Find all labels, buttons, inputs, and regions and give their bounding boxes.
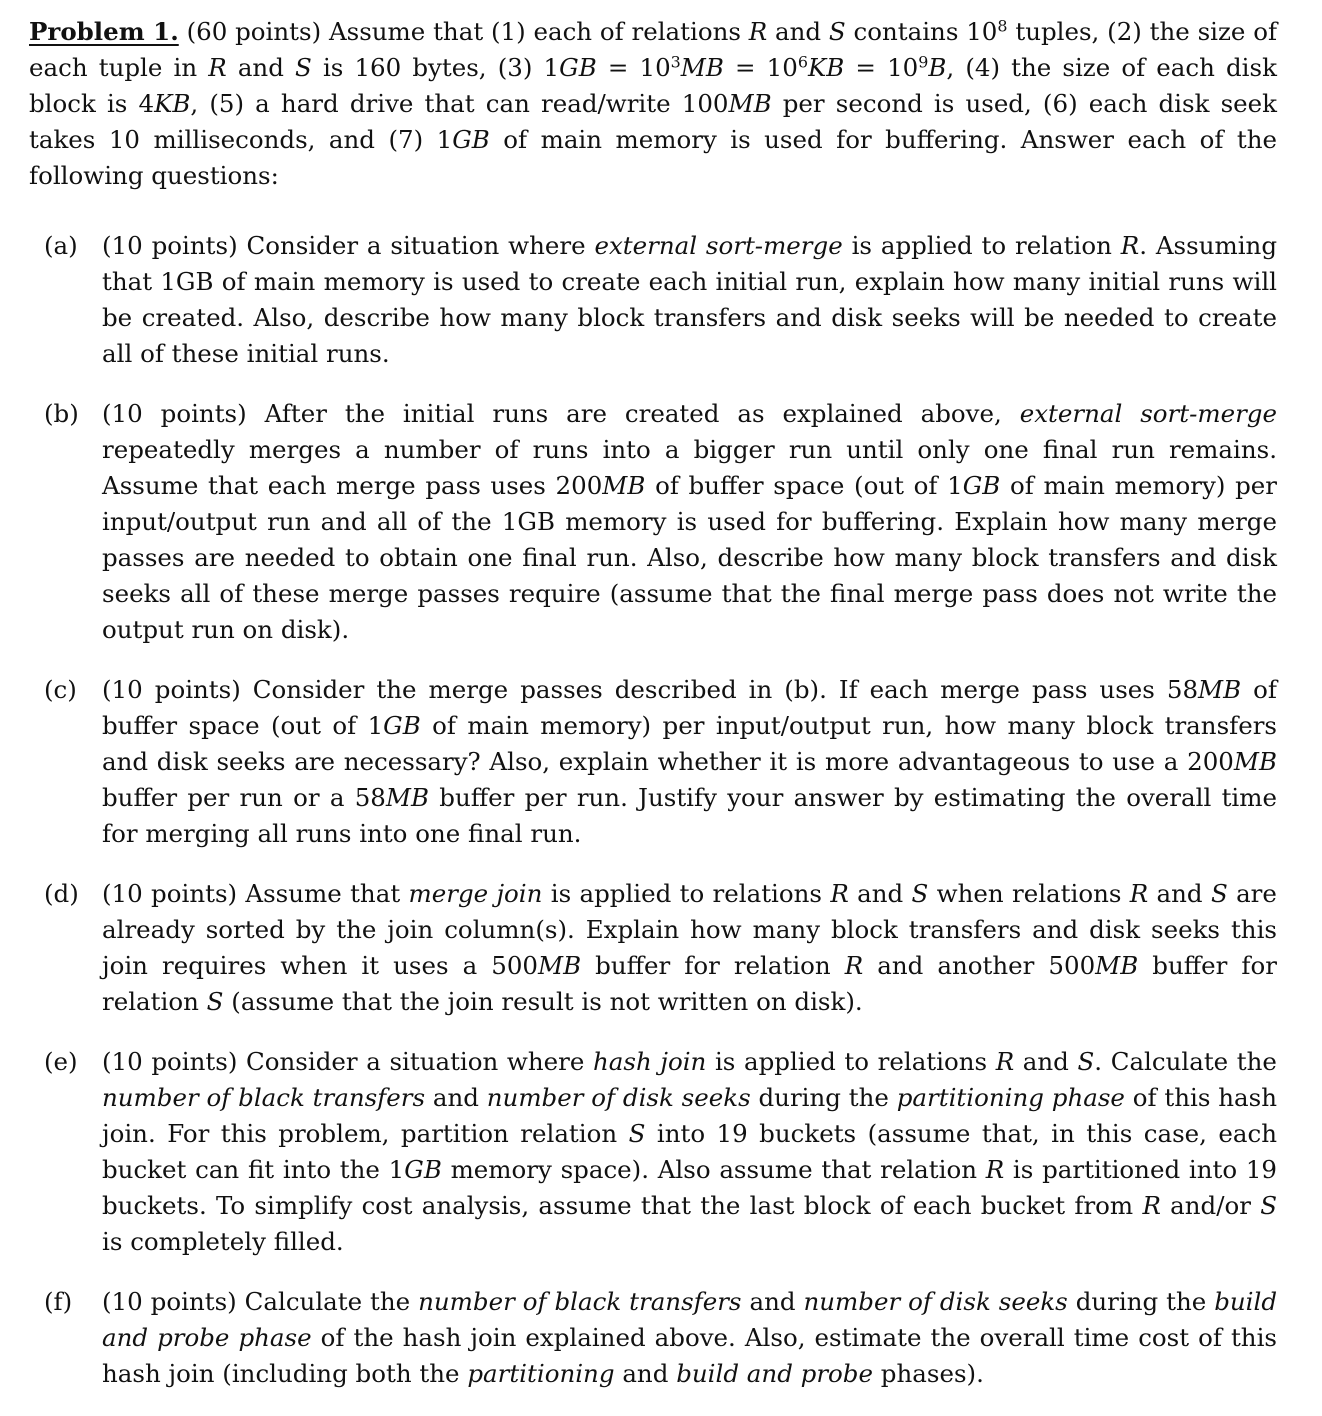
question-text: and [857, 879, 904, 908]
question-text: buffer per run or a 58 [102, 783, 386, 812]
math-var: S [1077, 1047, 1095, 1076]
question-label: (d) [44, 879, 79, 908]
question-text: (10 points) Consider a situation where [102, 231, 586, 260]
math-equals: = [607, 53, 629, 82]
question-text: is applied to relations [550, 879, 822, 908]
math-unit: MB [1095, 951, 1139, 980]
math-unit: MB [385, 783, 429, 812]
question-emphasis: external sort-merge [1019, 399, 1277, 428]
question-emphasis: partitioning phase [896, 1083, 1125, 1112]
question-text: of main memory) per input/output run, how many block transfers and disk seeks are necessary? Also, explain whether it is more advantageous to use a 200 [102, 711, 1277, 776]
question-text: (10 points) Calculate the [102, 1287, 411, 1316]
math-var: S [295, 53, 312, 82]
question-emphasis: build and probe phase [102, 1287, 1278, 1352]
math-exponent: 6 [797, 52, 808, 72]
intro-text: , (5) a hard drive that can read/write 100 [190, 89, 729, 118]
question-emphasis: merge join [408, 879, 543, 908]
question-text: are already sorted by the join column(s). Explain how many block transfers and disk seeks this join requires when it uses a 500 [102, 879, 1277, 980]
math-unit: MB [680, 53, 724, 82]
math-unit: KB [807, 53, 845, 82]
question-text: and [432, 1083, 479, 1112]
math-var: R [208, 53, 227, 82]
intro-text: , (4) the size of each disk block is 4 [29, 53, 1277, 118]
question-text: of main memory) per input/output run and all of the 1GB memory is used for buffering. Explain how many merge passes are needed to obtain one final run. Also, describe how many block transfers and disk seeks all of these merge passes require (assume that the final merge pass does not write the output run on disk). [102, 471, 1277, 644]
question-text: (10 points) Consider a situation where [102, 1047, 585, 1076]
math-exponent: 3 [670, 52, 681, 72]
intro-text: tuples, (2) the size of each tuple in [29, 17, 1278, 82]
question-text: . Calculate the [1094, 1047, 1277, 1076]
math-var: S [911, 879, 929, 908]
question-a [29, 228, 1277, 372]
intro-text: and [237, 53, 284, 82]
math-equals: = [735, 53, 756, 82]
question-text: during the [1075, 1287, 1207, 1316]
math-var: S [206, 987, 224, 1016]
question-text: and [1022, 1047, 1069, 1076]
math-var: R [1129, 879, 1149, 908]
question-text: of the hash join explained above. Also, estimate the overall time cost of this hash join (including both the [102, 1323, 1277, 1388]
question-text: buffer for relation [595, 951, 831, 980]
intro-text: contains [853, 17, 959, 46]
question-text: buffer for relation [102, 951, 1277, 1016]
math-unit: KB [154, 89, 191, 118]
question-emphasis: number of black transfers [418, 1287, 742, 1316]
question-text: and [1156, 879, 1203, 908]
math-number: 10 [639, 53, 671, 82]
math-unit: MB [1198, 675, 1242, 704]
question-text: repeatedly merges a number of runs into a bigger run until only one final run remains. Assume that each merge pass uses 200 [102, 435, 1277, 500]
math-var: R [844, 951, 864, 980]
intro-text: and [775, 17, 822, 46]
question-text: is applied to relation [851, 231, 1112, 260]
math-unit: MB [602, 471, 646, 500]
question-text: phases). [880, 1359, 984, 1388]
question-text: memory space). Also assume that relation [450, 1155, 977, 1184]
math-var: S [828, 17, 846, 46]
math-var: R [995, 1047, 1015, 1076]
intro-text: is 160 bytes, (3) 1 [322, 53, 560, 82]
question-emphasis: number of disk seeks [486, 1083, 751, 1112]
math-unit: MB [538, 951, 582, 980]
math-number: 10 [887, 53, 919, 82]
math-unit: MB [728, 89, 772, 118]
math-unit: GB [383, 711, 421, 740]
question-emphasis: external sort-merge [594, 231, 843, 260]
math-exponent: 9 [918, 52, 929, 72]
math-var: S [1210, 879, 1228, 908]
math-var: R [985, 1155, 1005, 1184]
problem-intro [29, 14, 1277, 194]
question-text: . Assuming that 1GB of main memory is used to create each initial run, explain how many initial runs will be created. Also, describe how many block transfers and disk seeks will be needed to create all of these initial runs. [102, 231, 1278, 368]
question-text: and/or [1170, 1191, 1251, 1220]
math-equals: = [855, 53, 876, 82]
question-b [29, 396, 1277, 648]
math-unit: GB [404, 1155, 442, 1184]
math-unit: GB [559, 53, 597, 82]
question-e [29, 1044, 1277, 1260]
question-text: and [622, 1359, 669, 1388]
problem-points: (60 points) [186, 17, 322, 46]
math-var: S [628, 1119, 646, 1148]
math-number: 10 [766, 53, 798, 82]
problem-document [29, 14, 1277, 1416]
question-text: of this hash join. For this problem, partition relation [102, 1083, 1277, 1148]
math-unit: MB [1233, 747, 1277, 776]
question-emphasis: build and probe [676, 1359, 873, 1388]
math-var: R [1142, 1191, 1161, 1220]
math-unit: GB [452, 125, 490, 154]
question-text: (assume that the join result is not written on disk). [231, 987, 863, 1016]
intro-text: of main memory is used for buffering. Answer each of the following questions: [29, 125, 1277, 190]
math-unit: B [928, 53, 947, 82]
question-emphasis: number of disk seeks [803, 1287, 1068, 1316]
question-text: is applied to relations [714, 1047, 988, 1076]
question-text: into 19 buckets (assume that, in this case, each bucket can fit into the 1 [102, 1119, 1277, 1184]
math-unit: GB [962, 471, 1001, 500]
question-text: is completely filled. [102, 1227, 344, 1256]
question-label: (b) [44, 399, 79, 428]
question-label: (a) [44, 231, 78, 260]
problem-title: Problem 1. [29, 17, 179, 46]
intro-text: Assume that (1) each of relations [328, 17, 741, 46]
intro-text: per second is used, (6) each disk seek takes 10 milliseconds, and (7) 1 [29, 89, 1277, 154]
question-f [29, 1284, 1277, 1392]
question-label: (e) [44, 1047, 78, 1076]
question-emphasis: number of black transfers [102, 1083, 426, 1112]
question-text: when relations [936, 879, 1122, 908]
question-label: (c) [44, 675, 77, 704]
question-text: of buffer space (out of 1 [102, 675, 1277, 740]
math-var: R [1120, 231, 1140, 260]
question-d [29, 876, 1277, 1020]
question-label: (f) [44, 1287, 73, 1316]
question-text: during the [758, 1083, 889, 1112]
question-emphasis: hash join [593, 1047, 707, 1076]
question-text: is partitioned into 19 buckets. To simplify cost analysis, assume that the last block of each bucket from [102, 1155, 1277, 1220]
math-exponent: 8 [997, 16, 1008, 36]
math-var: S [1260, 1191, 1278, 1220]
question-emphasis: partitioning [467, 1359, 615, 1388]
question-c [29, 672, 1277, 852]
question-text: (10 points) After the initial runs are created as explained above, [102, 399, 1002, 428]
question-text: and [749, 1287, 796, 1316]
math-var: R [830, 879, 849, 908]
question-text: (10 points) Consider the merge passes described in (b). If each merge pass uses 58 [102, 675, 1199, 704]
question-text: and another 500 [877, 951, 1096, 980]
question-text: of buffer space (out of 1 [655, 471, 963, 500]
question-text: (10 points) Assume that [102, 879, 401, 908]
math-number: 10 [966, 17, 998, 46]
question-text: buffer per run. Justify your answer by estimating the overall time for merging all runs into one final run. [102, 783, 1277, 848]
math-var: R [748, 17, 768, 46]
